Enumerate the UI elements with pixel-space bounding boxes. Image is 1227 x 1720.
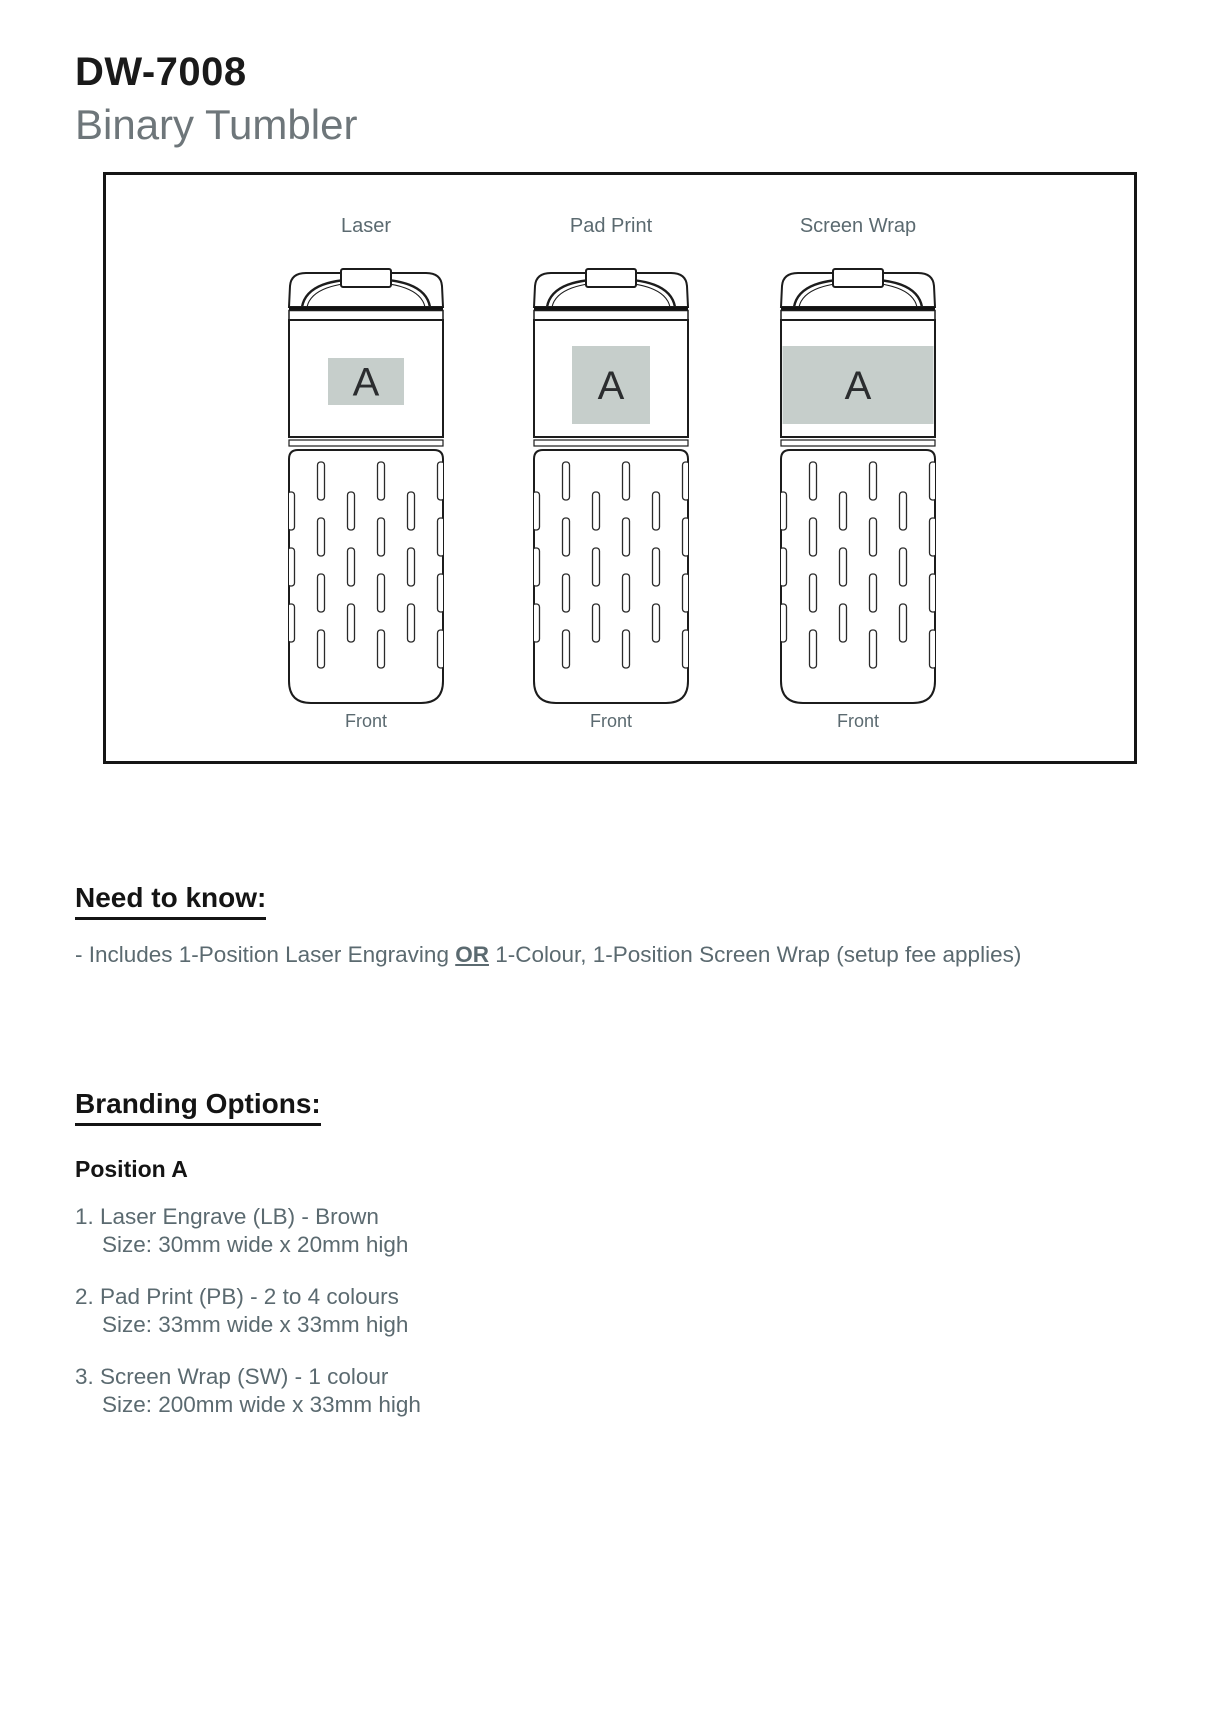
branding-options-heading: Branding Options: (75, 1088, 321, 1126)
need-to-know-section (75, 882, 1185, 970)
branding-option-title: 1. Laser Engrave (LB) - Brown (75, 1204, 379, 1229)
branding-option-size: Size: 33mm wide x 33mm high (102, 1311, 409, 1337)
branding-position-letter: A (597, 364, 625, 408)
tumbler-drawing (532, 250, 690, 708)
or-emphasis: OR (455, 942, 489, 967)
need-to-know-text-before: - Includes 1-Position Laser Engraving (75, 942, 456, 967)
branding-option-size: Size: 30mm wide x 20mm high (102, 1231, 409, 1257)
tumbler-drawing (287, 250, 445, 708)
branding-option-title: 2. Pad Print (PB) - 2 to 4 colours (75, 1284, 399, 1309)
branding-position-letter: A (844, 364, 872, 408)
tumbler-figure-pad-print (531, 213, 691, 732)
branding-option-item (75, 1363, 775, 1418)
branding-method-label: Screen Wrap (799, 215, 917, 237)
branding-options-list (75, 1203, 775, 1418)
product-name: Binary Tumbler (75, 101, 358, 148)
product-code: DW-7008 (75, 50, 247, 94)
branding-diagram-box (103, 172, 1137, 764)
branding-option-item (75, 1283, 775, 1338)
need-to-know-heading: Need to know: (75, 882, 266, 920)
branding-method-label: Laser (340, 215, 392, 237)
branding-method-label: Pad Print (569, 215, 653, 237)
branding-options-section (75, 1088, 775, 1443)
view-label: Front (344, 711, 387, 731)
tumbler-drawing (779, 250, 937, 708)
view-label: Front (836, 711, 879, 731)
tumbler-figure-laser (286, 213, 446, 732)
need-to-know-item (75, 940, 1185, 970)
branding-option-item (75, 1203, 775, 1258)
branding-option-title: 3. Screen Wrap (SW) - 1 colour (75, 1364, 389, 1389)
position-a-heading: Position A (75, 1156, 188, 1182)
need-to-know-text-after: 1-Colour, 1-Position Screen Wrap (setup fee applies) (488, 942, 1022, 967)
branding-position-letter: A (352, 360, 380, 405)
view-label: Front (589, 711, 632, 731)
tumbler-figure-screen-wrap (778, 213, 938, 732)
branding-option-size: Size: 200mm wide x 33mm high (102, 1391, 421, 1417)
